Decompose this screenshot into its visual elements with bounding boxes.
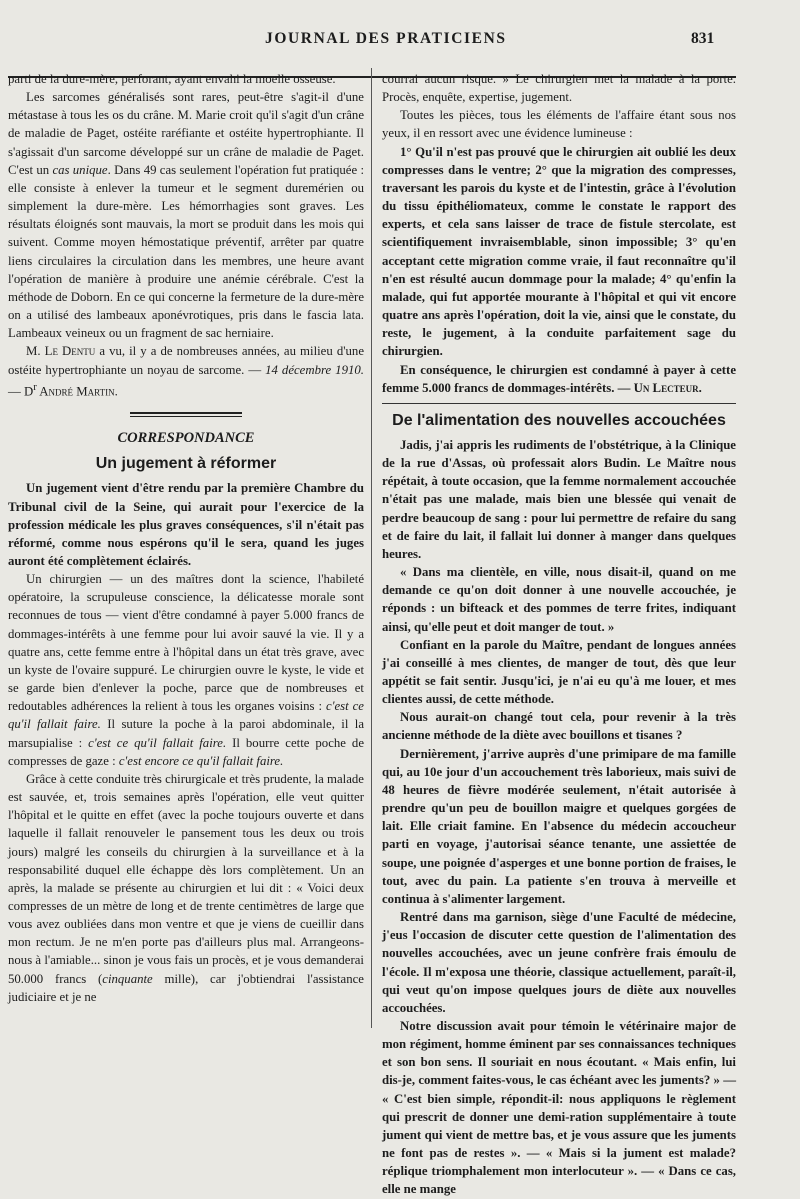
paragraph: « Dans ma clientèle, en ville, nous disait-il, quand on me demande ce qu'on doit donner à une nouvelle accouchée, je réponds : un bifteack et des pommes de terre frites, indiquant ainsi, qu'elle peut et doit manger de tout. »	[382, 565, 736, 634]
paragraph: Dernièrement, j'arrive auprès d'une primipare de ma famille qui, au 10e jour d'un accouchement très laborieux, mais suivi de 48 heures de fièvre modérée seulement, n'était autorisée à prendre qu'un peu de bouillon maigre et quelques gorgées de lait. Elle criait famine. En l'absence du médecin accoucheur parti en voyage, j'autorisai séance tenante, une assiettée de soupe, une poignée d'asperges et une bonne portion de fraises, le tout, avec du pain. La patiente s'en trouva à merveille et continua à s'alimenter largement.	[382, 746, 736, 906]
article-heading: Un jugement à réformer	[95, 455, 277, 473]
left-column	[8, 70, 364, 1006]
paragraph: Notre discussion avait pour témoin le vétérinaire major de mon régiment, homme éminent par ses connaissances techniques et son bon sens. Il souriait en nous écoutant. « Mais enfin, lui dis-je, comment faites-vous, le cas échéant avec les juments? » — « C'est bien simple, répondit-il: nous appliquons le règlement qui prescrit de donner une demi-ration supplémentaire à toute jument qui vient de mettre bas, et je vous assure que les juments ne font pas de restes ». — « Mais si la jument est malade? réplique triomphalement mon interlocuteur ». — « Dans ce cas, elle ne mange	[382, 1018, 736, 1197]
section-title: CORRESPONDANCE	[117, 430, 255, 447]
paragraph: Toutes les pièces, tous les éléments de l'affaire étant sous nos yeux, il en ressort avec une évidence lumineuse :	[382, 108, 736, 141]
paragraph: Les sarcomes généralisés sont rares, peut-être s'agit-il d'une métastase à tous les os du crâne. M. Marie croit qu'il s'agit d'un crâne de maladie de Paget, ostéite raréfiante et ostéite hypertrophiante. Il s'agissait d'un sarcome développé sur un crâne de maladie de Paget. C'est un cas unique. Dans 49 cas seulement l'opération fut pratiquée : elle consiste à enlever la tumeur et le segment duremérien ou simplement la dure-mère. Les hémorrhagies sont graves. Les résultats éloignés sont mauvais, la mort se produit dans les mois qui suivent. Comme moyen hémostatique préventif, arrêter par quatre liens circulaires la circulation dans les membres, une heure avant l'opération de manière à produire une anémie cérébrale. C'est la méthode de Doborn. En ce qui concerne la fermeture de la dure-mère on a utilisé des lambeaux aponévrotiques, pris dans le fascia lata. Lambeaux veineux ou un fragment de sac herniaire.	[8, 90, 364, 341]
separator-rule	[382, 403, 736, 404]
paragraph: Un jugement vient d'être rendu par la première Chambre du Tribunal civil de la Seine, qui aurait pour l'exercice de la profession médicale les plus graves conséquences, s'il n'était pas réformé, comme nous espérons qu'il le sera, quand les juges auront été complètement éclairés.	[8, 481, 364, 569]
separator-rule	[130, 412, 242, 417]
paragraph: M. Le Dentu a vu, il y a de nombreuses années, au milieu d'une ostéite hypertrophiante un noyau de sarcome. — 14 décembre 1910. — $D^r$ André Martin.	[8, 344, 364, 398]
paragraph: En conséquence, le chirurgien est condamné à payer à cette femme 5.000 francs de dommages-intérêts. — Un Lecteur.	[382, 362, 736, 395]
paragraph: Rentré dans ma garnison, siège d'une Faculté de médecine, j'eus l'occasion de discuter cette question de l'alimentation des nouvelles accouchées, avec un jeune confrère frais émoulu de l'école. Il m'exposa une théorie, classique actuellement, paraît-il, qui veut qu'on impose quelques jours de diète aux nouvelles accouchées.	[382, 910, 736, 1015]
page-number: 831	[691, 30, 715, 47]
paragraph: Confiant en la parole du Maître, pendant de longues années j'ai conseillé à mes clientes, de manger de tout, dès que leur appétit se fait sentir. Jusqu'ici, je n'ai eu qu'à me louer, et mes clientes aussi, de cette méthode.	[382, 637, 736, 707]
journal-title: JOURNAL DES PRATICIENS	[265, 30, 507, 47]
paragraph: Grâce à cette conduite très chirurgicale et très prudente, la malade est sauvée, et, trois semaines après l'opération, elle veut quitter l'hôpital et le quitte en effet (avec la poche toujours ouverte et dans laquelle il fallait renouveler le pansement tous les deux ou trois jours) malgré les conseils du chirurgien à la surveillance et à la responsabilité duquel elle échappe dès lors complètement. Un an après, la malade se présente au chirurgien et lui dit : « Voici deux compresses de un mètre de long et de trente centimètres de large que vous avez oubliées dans mon ventre et que je viens de cueillir dans mon rectum. Je ne m'en porte pas d'ailleurs plus mal. Arrangeons-nous à l'amiable... sinon je vous fais un procès, et je vous demanderai 50.000 francs (cinquante mille), car j'obtiendrai l'assistance judiciaire et je ne	[8, 771, 364, 1004]
right-column	[382, 70, 736, 1199]
article-heading: De l'alimentation des nouvelles accouchées	[392, 411, 726, 429]
column-divider	[371, 68, 372, 1028]
page-header	[0, 24, 800, 64]
paragraph: 1° Qu'il n'est pas prouvé que le chirurgien ait oublié les deux compresses dans le ventre; 2° que la migration des compresses, traversant les parois du kyste et de l'intestin, grâce à l'évolution du tissu épithéliomateux, comme le constate le rapport des experts, et cela sans laisser de trace de fistule stercolate, est scientifiquement invraisemblable, sinon impossible; 3° qu'en acceptant cette migration comme vraie, il faut reconnaître qu'il n'en est résulté aucun dommage pour la malade; 4° qu'enfin la malade, qui fut apportée mourante à l'hôpital et qui vit encore quatre ans après l'opération, doit la vie, ainsi que le constate, du reste, le jugement, à la conduite parfaitement sage du chirurgien.	[382, 144, 736, 359]
paragraph: Nous aurait-on changé tout cela, pour revenir à la très ancienne méthode de la diète avec bouillons et tisanes ?	[382, 710, 736, 743]
paragraph: courrai aucun risque. » Le chirurgien met la malade à la porte. Procès, enquête, expertise, jugement.	[382, 72, 736, 105]
paragraph: Un chirurgien — un des maîtres dont la science, l'habileté opératoire, la scrupuleuse conscience, la délicatesse morale sont reconnues de tous — vient d'être condamné à payer 5.000 francs de dommages-intérêts à une femme pour lui avoir sauvé la vie. Il y a quatre ans, cette femme entre à l'hôpital dans un état très grave, avec un kyste de l'ovaire suppuré. Le chirurgien ouvre le kyste, le vide et se garde bien d'enlever la poche, parce que de nombreuses et redoutables adhérences la relient à tous les organes voisins : c'est ce qu'il fallait faire. Il suture la poche à la paroi abdominale, il la marsupialise : c'est ce qu'il fallait faire. Il bourre cette poche de compresses de gaze : c'est encore ce qu'il fallait faire.	[8, 572, 364, 768]
paragraph: parti de la dure-mère, perforant, ayant envahi la moelle osseuse.	[8, 72, 336, 86]
paragraph: Jadis, j'ai appris les rudiments de l'obstétrique, à la Clinique de la rue d'Assas, où professait alors Budin. Le Maître nous répétait, à toute occasion, que la femme normalement accouchée n'était pas une malade, mais bien une blessée qui venait de perdre beaucoup de sang : pour lui permettre de refaire du sang et de faire du lait, il fallait lui donner à manger dans quelques heures.	[382, 437, 736, 561]
